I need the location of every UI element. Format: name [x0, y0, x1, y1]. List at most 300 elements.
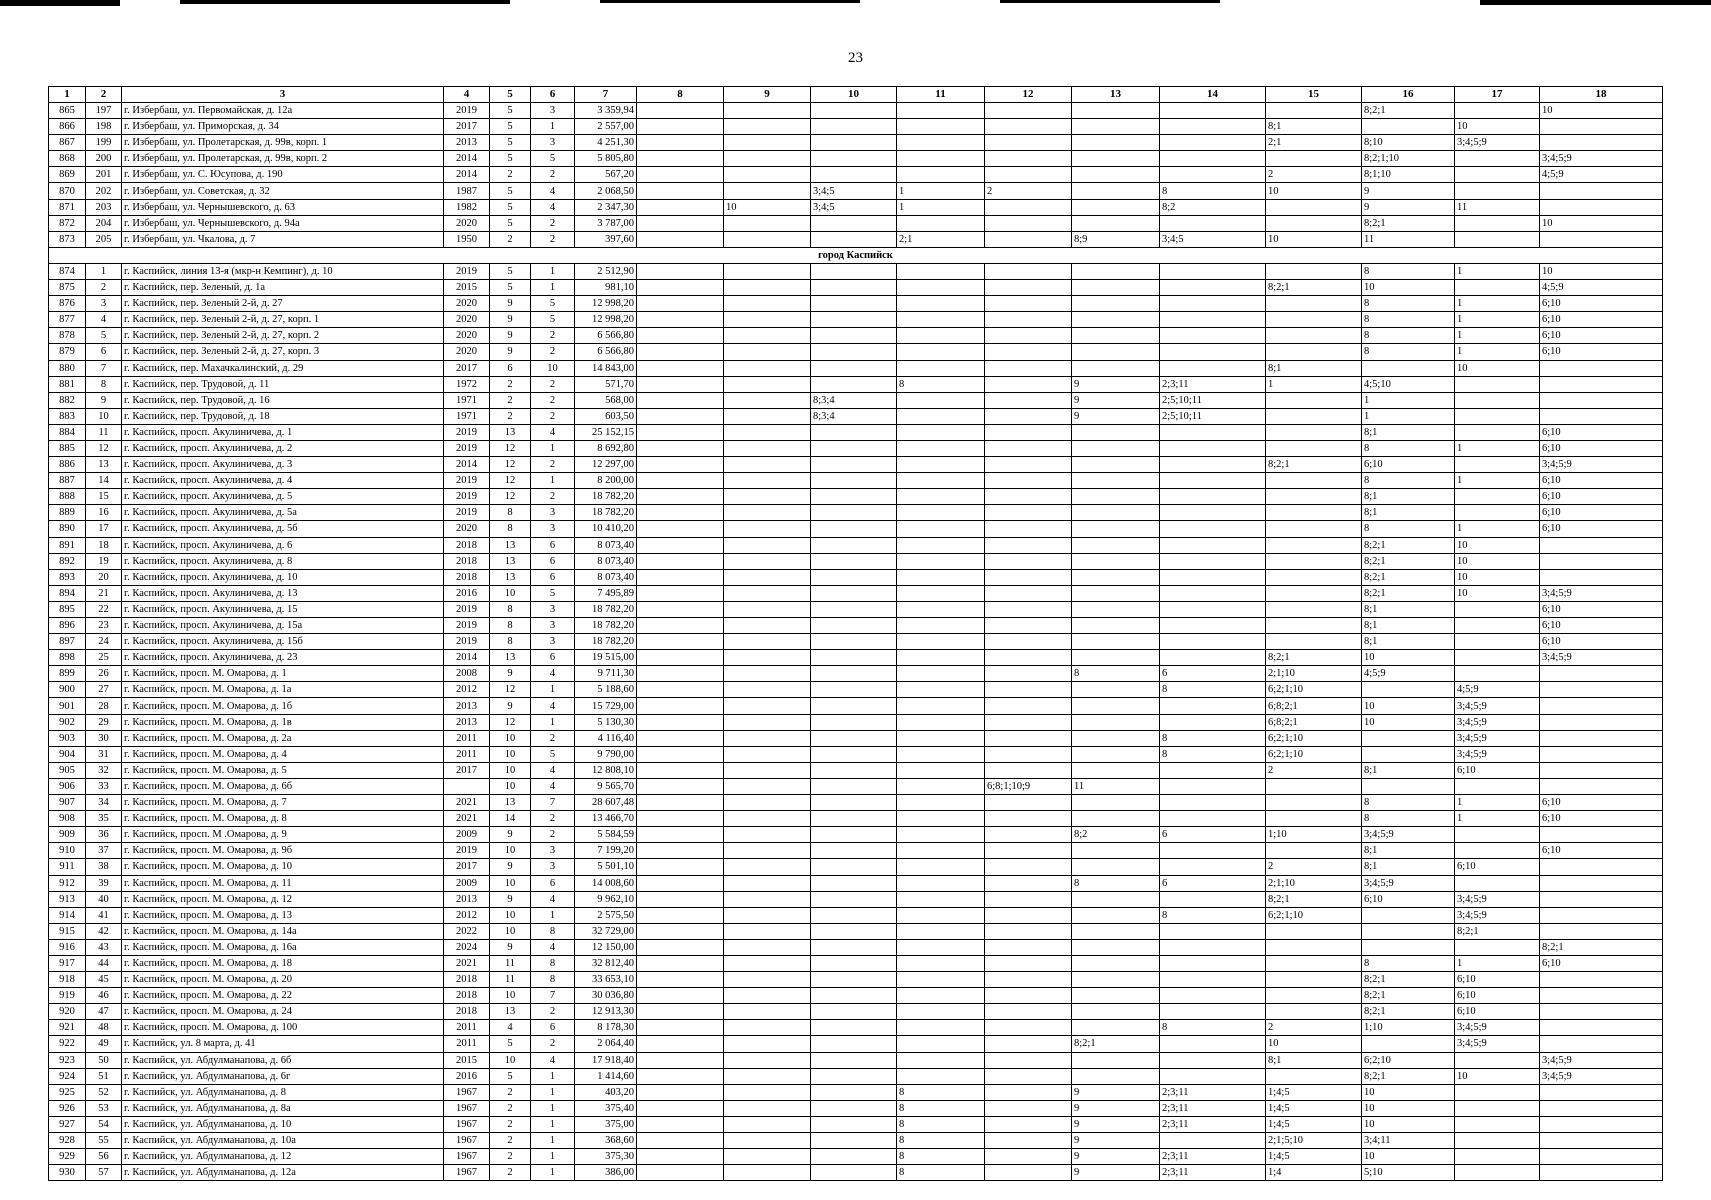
table-cell-col-12	[985, 1100, 1072, 1116]
table-cell-col-10	[811, 1149, 897, 1165]
table-cell-col-18	[1540, 988, 1663, 1004]
table-cell-col-11	[897, 714, 985, 730]
table-cell-col-16	[1362, 360, 1455, 376]
table-cell-col-15: 6;2;1;10	[1266, 746, 1362, 762]
table-cell-col-16: 8;2;1	[1362, 537, 1455, 553]
table-cell-col-17: 11	[1455, 199, 1540, 215]
table-cell-col-2: 34	[86, 795, 122, 811]
table-cell-col-3: г. Каспийск, просп. Акулиничева, д. 15б	[122, 634, 444, 650]
table-cell-col-1: 881	[49, 376, 86, 392]
table-cell-col-6: 7	[531, 988, 575, 1004]
table-cell-col-9	[724, 119, 811, 135]
table-cell-col-2: 20	[86, 569, 122, 585]
table-cell-col-16: 1	[1362, 408, 1455, 424]
table-cell-col-5: 5	[490, 199, 531, 215]
table-cell-col-1: 930	[49, 1165, 86, 1181]
table-cell-col-5: 13	[490, 650, 531, 666]
table-cell-col-1: 891	[49, 537, 86, 553]
table-cell-col-18: 6;10	[1540, 296, 1663, 312]
table-cell-col-17: 6;10	[1455, 972, 1540, 988]
table-cell-col-14: 8	[1160, 730, 1266, 746]
table-cell-col-5: 8	[490, 505, 531, 521]
table-cell-col-3: г. Каспийск, просп. Акулиничева, д. 23	[122, 650, 444, 666]
table-cell-col-14	[1160, 215, 1266, 231]
table-row	[49, 795, 1663, 811]
table-cell-col-5: 10	[490, 923, 531, 939]
table-cell-col-5: 13	[490, 795, 531, 811]
table-cell-col-9	[724, 907, 811, 923]
table-cell-col-6: 1	[531, 1068, 575, 1084]
table-cell-col-10	[811, 682, 897, 698]
table-cell-col-2: 57	[86, 1165, 122, 1181]
table-cell-col-4: 2019	[444, 424, 490, 440]
table-cell-col-9	[724, 827, 811, 843]
table-cell-col-5: 14	[490, 811, 531, 827]
table-cell-col-16	[1362, 746, 1455, 762]
table-cell-col-4: 2013	[444, 714, 490, 730]
table-row	[49, 569, 1663, 585]
table-cell-col-12	[985, 1116, 1072, 1132]
table-cell-col-8	[637, 1084, 724, 1100]
table-row	[49, 875, 1663, 891]
table-row	[49, 215, 1663, 231]
table-cell-col-1: 916	[49, 939, 86, 955]
table-cell-col-5: 10	[490, 907, 531, 923]
table-row	[49, 762, 1663, 778]
table-cell-col-5: 10	[490, 988, 531, 1004]
table-cell-col-7: 1 414,60	[575, 1068, 637, 1084]
table-cell-col-1: 915	[49, 923, 86, 939]
table-cell-col-15	[1266, 103, 1362, 119]
table-cell-col-15	[1266, 569, 1362, 585]
table-cell-col-13: 9	[1072, 392, 1160, 408]
table-cell-col-13: 9	[1072, 1133, 1160, 1149]
table-cell-col-16: 8	[1362, 473, 1455, 489]
table-cell-col-6: 5	[531, 151, 575, 167]
table-cell-col-11	[897, 505, 985, 521]
table-cell-col-12	[985, 923, 1072, 939]
table-cell-col-1: 875	[49, 280, 86, 296]
table-cell-col-7: 10 410,20	[575, 521, 637, 537]
table-cell-col-7: 375,30	[575, 1149, 637, 1165]
table-cell-col-9	[724, 601, 811, 617]
table-cell-col-8	[637, 505, 724, 521]
table-cell-col-15: 6;2;1;10	[1266, 907, 1362, 923]
table-cell-col-12	[985, 939, 1072, 955]
table-row	[49, 939, 1663, 955]
table-cell-col-13	[1072, 682, 1160, 698]
table-cell-col-14	[1160, 1133, 1266, 1149]
table-cell-col-2: 205	[86, 231, 122, 247]
column-header-3: 3	[122, 87, 444, 103]
table-cell-col-12	[985, 634, 1072, 650]
table-cell-col-6: 1	[531, 119, 575, 135]
table-cell-col-5: 5	[490, 263, 531, 279]
table-cell-col-1: 869	[49, 167, 86, 183]
table-cell-col-8	[637, 424, 724, 440]
table-cell-col-15: 2;1;5;10	[1266, 1133, 1362, 1149]
table-cell-col-3: г. Каспийск, просп. Акулиничева, д. 8	[122, 553, 444, 569]
table-cell-col-15	[1266, 923, 1362, 939]
table-cell-col-11	[897, 907, 985, 923]
table-row	[49, 183, 1663, 199]
table-cell-col-18: 6;10	[1540, 521, 1663, 537]
table-cell-col-11	[897, 875, 985, 891]
table-cell-col-15	[1266, 843, 1362, 859]
table-cell-col-3: г. Каспийск, просп. М. Омарова, д. 9б	[122, 843, 444, 859]
table-cell-col-15	[1266, 1068, 1362, 1084]
table-cell-col-7: 567,20	[575, 167, 637, 183]
table-cell-col-15: 1;4;5	[1266, 1100, 1362, 1116]
column-header-2: 2	[86, 87, 122, 103]
table-cell-col-3: г. Избербаш, ул. Пролетарская, д. 99в, корп. 1	[122, 135, 444, 151]
table-row	[49, 263, 1663, 279]
table-cell-col-10	[811, 827, 897, 843]
table-cell-col-18	[1540, 119, 1663, 135]
table-cell-col-13	[1072, 811, 1160, 827]
table-cell-col-11	[897, 682, 985, 698]
table-cell-col-14	[1160, 521, 1266, 537]
table-cell-col-7: 12 998,20	[575, 312, 637, 328]
table-cell-col-8	[637, 376, 724, 392]
table-cell-col-2: 21	[86, 585, 122, 601]
table-cell-col-5: 2	[490, 1084, 531, 1100]
table-cell-col-4: 1971	[444, 392, 490, 408]
table-cell-col-10	[811, 263, 897, 279]
table-cell-col-10	[811, 939, 897, 955]
table-cell-col-14	[1160, 569, 1266, 585]
table-cell-col-1: 877	[49, 312, 86, 328]
table-cell-col-7: 368,60	[575, 1133, 637, 1149]
table-cell-col-3: г. Каспийск, просп. Акулиничева, д. 5	[122, 489, 444, 505]
table-cell-col-17	[1455, 601, 1540, 617]
table-cell-col-16: 9	[1362, 183, 1455, 199]
table-cell-col-5: 10	[490, 585, 531, 601]
table-cell-col-8	[637, 859, 724, 875]
table-cell-col-8	[637, 907, 724, 923]
table-row	[49, 103, 1663, 119]
table-cell-col-11	[897, 1052, 985, 1068]
table-cell-col-7: 13 466,70	[575, 811, 637, 827]
table-cell-col-2: 27	[86, 682, 122, 698]
table-cell-col-10	[811, 1052, 897, 1068]
table-cell-col-7: 9 790,00	[575, 746, 637, 762]
table-cell-col-4: 2013	[444, 891, 490, 907]
table-cell-col-10	[811, 778, 897, 794]
table-cell-col-8	[637, 392, 724, 408]
column-header-18: 18	[1540, 87, 1663, 103]
table-cell-col-1: 886	[49, 457, 86, 473]
table-cell-col-9	[724, 408, 811, 424]
table-cell-col-16: 8;1	[1362, 601, 1455, 617]
table-cell-col-4: 2020	[444, 296, 490, 312]
table-cell-col-12	[985, 457, 1072, 473]
table-cell-col-3: г. Каспийск, просп. М. Омарова, д. 10	[122, 859, 444, 875]
table-cell-col-2: 197	[86, 103, 122, 119]
table-cell-col-3: г. Каспийск, ул. Абдулманапова, д. 10	[122, 1116, 444, 1132]
table-cell-col-6: 3	[531, 103, 575, 119]
table-cell-col-11	[897, 489, 985, 505]
table-cell-col-14	[1160, 618, 1266, 634]
table-cell-col-15	[1266, 585, 1362, 601]
table-cell-col-2: 13	[86, 457, 122, 473]
table-cell-col-9	[724, 618, 811, 634]
table-cell-col-13	[1072, 972, 1160, 988]
table-cell-col-6: 1	[531, 473, 575, 489]
table-cell-col-9	[724, 682, 811, 698]
table-cell-col-12	[985, 135, 1072, 151]
table-cell-col-3: г. Избербаш, ул. Первомайская, д. 12а	[122, 103, 444, 119]
column-header-13: 13	[1072, 87, 1160, 103]
table-cell-col-4: 2018	[444, 972, 490, 988]
table-cell-col-3: г. Каспийск, просп. Акулиничева, д. 4	[122, 473, 444, 489]
table-cell-col-4: 2020	[444, 521, 490, 537]
table-cell-col-13	[1072, 634, 1160, 650]
table-cell-col-3: г. Каспийск, пер. Трудовой, д. 11	[122, 376, 444, 392]
table-cell-col-6: 1	[531, 907, 575, 923]
table-cell-col-10	[811, 328, 897, 344]
table-cell-col-7: 4 251,30	[575, 135, 637, 151]
table-cell-col-11	[897, 1036, 985, 1052]
table-cell-col-5: 8	[490, 618, 531, 634]
table-cell-col-2: 35	[86, 811, 122, 827]
table-cell-col-8	[637, 151, 724, 167]
table-cell-col-8	[637, 344, 724, 360]
table-cell-col-10	[811, 440, 897, 456]
table-cell-col-16: 8;2;1	[1362, 553, 1455, 569]
table-cell-col-3: г. Каспийск, просп. М .Омарова, д. 9	[122, 827, 444, 843]
table-cell-col-4: 2016	[444, 1068, 490, 1084]
table-cell-col-3: г. Каспийск, просп. Акулиничева, д. 3	[122, 457, 444, 473]
table-cell-col-13	[1072, 569, 1160, 585]
table-cell-col-12	[985, 601, 1072, 617]
table-cell-col-8	[637, 553, 724, 569]
table-cell-col-6: 1	[531, 440, 575, 456]
table-cell-col-12	[985, 827, 1072, 843]
table-cell-col-6: 3	[531, 618, 575, 634]
table-cell-col-15	[1266, 955, 1362, 971]
table-cell-col-9	[724, 1068, 811, 1084]
table-cell-col-9	[724, 344, 811, 360]
table-cell-col-5: 12	[490, 489, 531, 505]
table-cell-col-5: 12	[490, 682, 531, 698]
table-cell-col-4: 2014	[444, 151, 490, 167]
table-cell-col-7: 568,00	[575, 392, 637, 408]
table-row	[49, 682, 1663, 698]
table-cell-col-18	[1540, 907, 1663, 923]
table-cell-col-18	[1540, 1116, 1663, 1132]
table-row	[49, 328, 1663, 344]
table-cell-col-9	[724, 424, 811, 440]
table-cell-col-3: г. Каспийск, ул. Абдулманапова, д. 12	[122, 1149, 444, 1165]
table-row	[49, 891, 1663, 907]
table-cell-col-15	[1266, 440, 1362, 456]
table-cell-col-2: 52	[86, 1084, 122, 1100]
table-cell-col-14	[1160, 1068, 1266, 1084]
table-row	[49, 827, 1663, 843]
table-cell-col-8	[637, 601, 724, 617]
table-cell-col-2: 3	[86, 296, 122, 312]
column-header-9: 9	[724, 87, 811, 103]
table-cell-col-14	[1160, 473, 1266, 489]
table-cell-col-15	[1266, 1004, 1362, 1020]
table-cell-col-15	[1266, 972, 1362, 988]
table-cell-col-11	[897, 344, 985, 360]
table-cell-col-10	[811, 215, 897, 231]
table-cell-col-9	[724, 746, 811, 762]
table-cell-col-11	[897, 939, 985, 955]
table-row	[49, 119, 1663, 135]
table-cell-col-1: 914	[49, 907, 86, 923]
table-cell-col-9	[724, 473, 811, 489]
table-cell-col-8	[637, 183, 724, 199]
table-cell-col-13	[1072, 263, 1160, 279]
table-cell-col-4: 2018	[444, 569, 490, 585]
table-cell-col-7: 18 782,20	[575, 634, 637, 650]
table-cell-col-13	[1072, 119, 1160, 135]
table-cell-col-18: 10	[1540, 103, 1663, 119]
table-cell-col-1: 882	[49, 392, 86, 408]
table-cell-col-16: 8	[1362, 328, 1455, 344]
table-cell-col-6: 5	[531, 312, 575, 328]
table-cell-col-4: 2008	[444, 666, 490, 682]
table-cell-col-16: 8;2;1	[1362, 103, 1455, 119]
table-cell-col-7: 32 729,00	[575, 923, 637, 939]
table-cell-col-5: 9	[490, 827, 531, 843]
table-cell-col-16: 8;2;1;10	[1362, 151, 1455, 167]
table-cell-col-3: г. Каспийск, просп. М. Омарова, д. 1в	[122, 714, 444, 730]
table-row	[49, 1116, 1663, 1132]
table-cell-col-14	[1160, 553, 1266, 569]
table-cell-col-3: г. Каспийск, просп. Акулиничева, д. 6	[122, 537, 444, 553]
table-cell-col-18	[1540, 537, 1663, 553]
table-cell-col-1: 912	[49, 875, 86, 891]
table-row	[49, 424, 1663, 440]
table-cell-col-7: 33 653,10	[575, 972, 637, 988]
table-cell-col-2: 6	[86, 344, 122, 360]
table-cell-col-12	[985, 553, 1072, 569]
table-cell-col-9	[724, 795, 811, 811]
table-cell-col-1: 884	[49, 424, 86, 440]
table-cell-col-13	[1072, 312, 1160, 328]
table-cell-col-8	[637, 795, 724, 811]
table-cell-col-1: 922	[49, 1036, 86, 1052]
table-cell-col-11: 2;1	[897, 231, 985, 247]
table-cell-col-6: 2	[531, 1036, 575, 1052]
table-cell-col-4: 2019	[444, 843, 490, 859]
table-cell-col-14	[1160, 650, 1266, 666]
table-cell-col-13	[1072, 151, 1160, 167]
table-cell-col-4: 2017	[444, 360, 490, 376]
table-cell-col-4: 2014	[444, 457, 490, 473]
table-cell-col-9	[724, 215, 811, 231]
table-cell-col-6: 3	[531, 521, 575, 537]
table-cell-col-13	[1072, 280, 1160, 296]
table-cell-col-16: 8;1	[1362, 634, 1455, 650]
table-cell-col-12	[985, 1004, 1072, 1020]
table-cell-col-14	[1160, 457, 1266, 473]
table-cell-col-1: 878	[49, 328, 86, 344]
table-cell-col-12	[985, 1084, 1072, 1100]
table-cell-col-2: 40	[86, 891, 122, 907]
table-row	[49, 457, 1663, 473]
table-cell-col-16: 10	[1362, 1149, 1455, 1165]
table-cell-col-15	[1266, 408, 1362, 424]
table-cell-col-10	[811, 698, 897, 714]
table-cell-col-4: 1971	[444, 408, 490, 424]
table-cell-col-6: 3	[531, 135, 575, 151]
table-cell-col-17: 6;10	[1455, 1004, 1540, 1020]
table-cell-col-4: 2011	[444, 1020, 490, 1036]
table-cell-col-4: 2013	[444, 698, 490, 714]
table-row	[49, 553, 1663, 569]
table-cell-col-10	[811, 376, 897, 392]
table-cell-col-4: 2013	[444, 135, 490, 151]
table-cell-col-13	[1072, 215, 1160, 231]
table-cell-col-16: 6;10	[1362, 457, 1455, 473]
table-cell-col-13	[1072, 762, 1160, 778]
table-cell-col-1: 920	[49, 1004, 86, 1020]
table-cell-col-14	[1160, 988, 1266, 1004]
table-cell-col-18	[1540, 923, 1663, 939]
table-cell-col-14: 2;3;11	[1160, 1100, 1266, 1116]
table-row	[49, 505, 1663, 521]
table-cell-col-9	[724, 103, 811, 119]
table-cell-col-6: 6	[531, 537, 575, 553]
table-cell-col-7: 14 008,60	[575, 875, 637, 891]
table-cell-col-3: г. Каспийск, просп. М. Омарова, д. 22	[122, 988, 444, 1004]
table-cell-col-12	[985, 585, 1072, 601]
table-cell-col-16: 8;2;1	[1362, 972, 1455, 988]
table-cell-col-3: г. Избербаш, ул. Чкалова, д. 7	[122, 231, 444, 247]
table-cell-col-7: 2 068,50	[575, 183, 637, 199]
table-cell-col-12	[985, 537, 1072, 553]
table-row	[49, 151, 1663, 167]
table-row	[49, 489, 1663, 505]
table-cell-col-5: 10	[490, 1052, 531, 1068]
table-cell-col-16: 10	[1362, 698, 1455, 714]
table-cell-col-13	[1072, 537, 1160, 553]
table-cell-col-18: 3;4;5;9	[1540, 1068, 1663, 1084]
table-cell-col-5: 9	[490, 666, 531, 682]
table-cell-col-6: 6	[531, 1020, 575, 1036]
table-cell-col-14	[1160, 151, 1266, 167]
table-cell-col-15: 2;1	[1266, 135, 1362, 151]
table-cell-col-14	[1160, 103, 1266, 119]
table-row	[49, 1020, 1663, 1036]
table-cell-col-13	[1072, 988, 1160, 1004]
column-header-12: 12	[985, 87, 1072, 103]
table-row	[49, 923, 1663, 939]
table-cell-col-16	[1362, 778, 1455, 794]
table-cell-col-2: 1	[86, 263, 122, 279]
table-cell-col-7: 19 515,00	[575, 650, 637, 666]
table-cell-col-11: 8	[897, 376, 985, 392]
table-cell-col-14	[1160, 762, 1266, 778]
table-cell-col-18: 3;4;5;9	[1540, 151, 1663, 167]
table-cell-col-13	[1072, 1068, 1160, 1084]
table-cell-col-13	[1072, 1052, 1160, 1068]
table-cell-col-9	[724, 1100, 811, 1116]
table-cell-col-1: 923	[49, 1052, 86, 1068]
table-cell-col-1: 889	[49, 505, 86, 521]
table-cell-col-18: 3;4;5;9	[1540, 457, 1663, 473]
table-row	[49, 585, 1663, 601]
table-cell-col-10: 3;4;5	[811, 183, 897, 199]
table-cell-col-7: 17 918,40	[575, 1052, 637, 1068]
table-cell-col-12	[985, 1165, 1072, 1181]
city-section-row	[49, 247, 1663, 263]
